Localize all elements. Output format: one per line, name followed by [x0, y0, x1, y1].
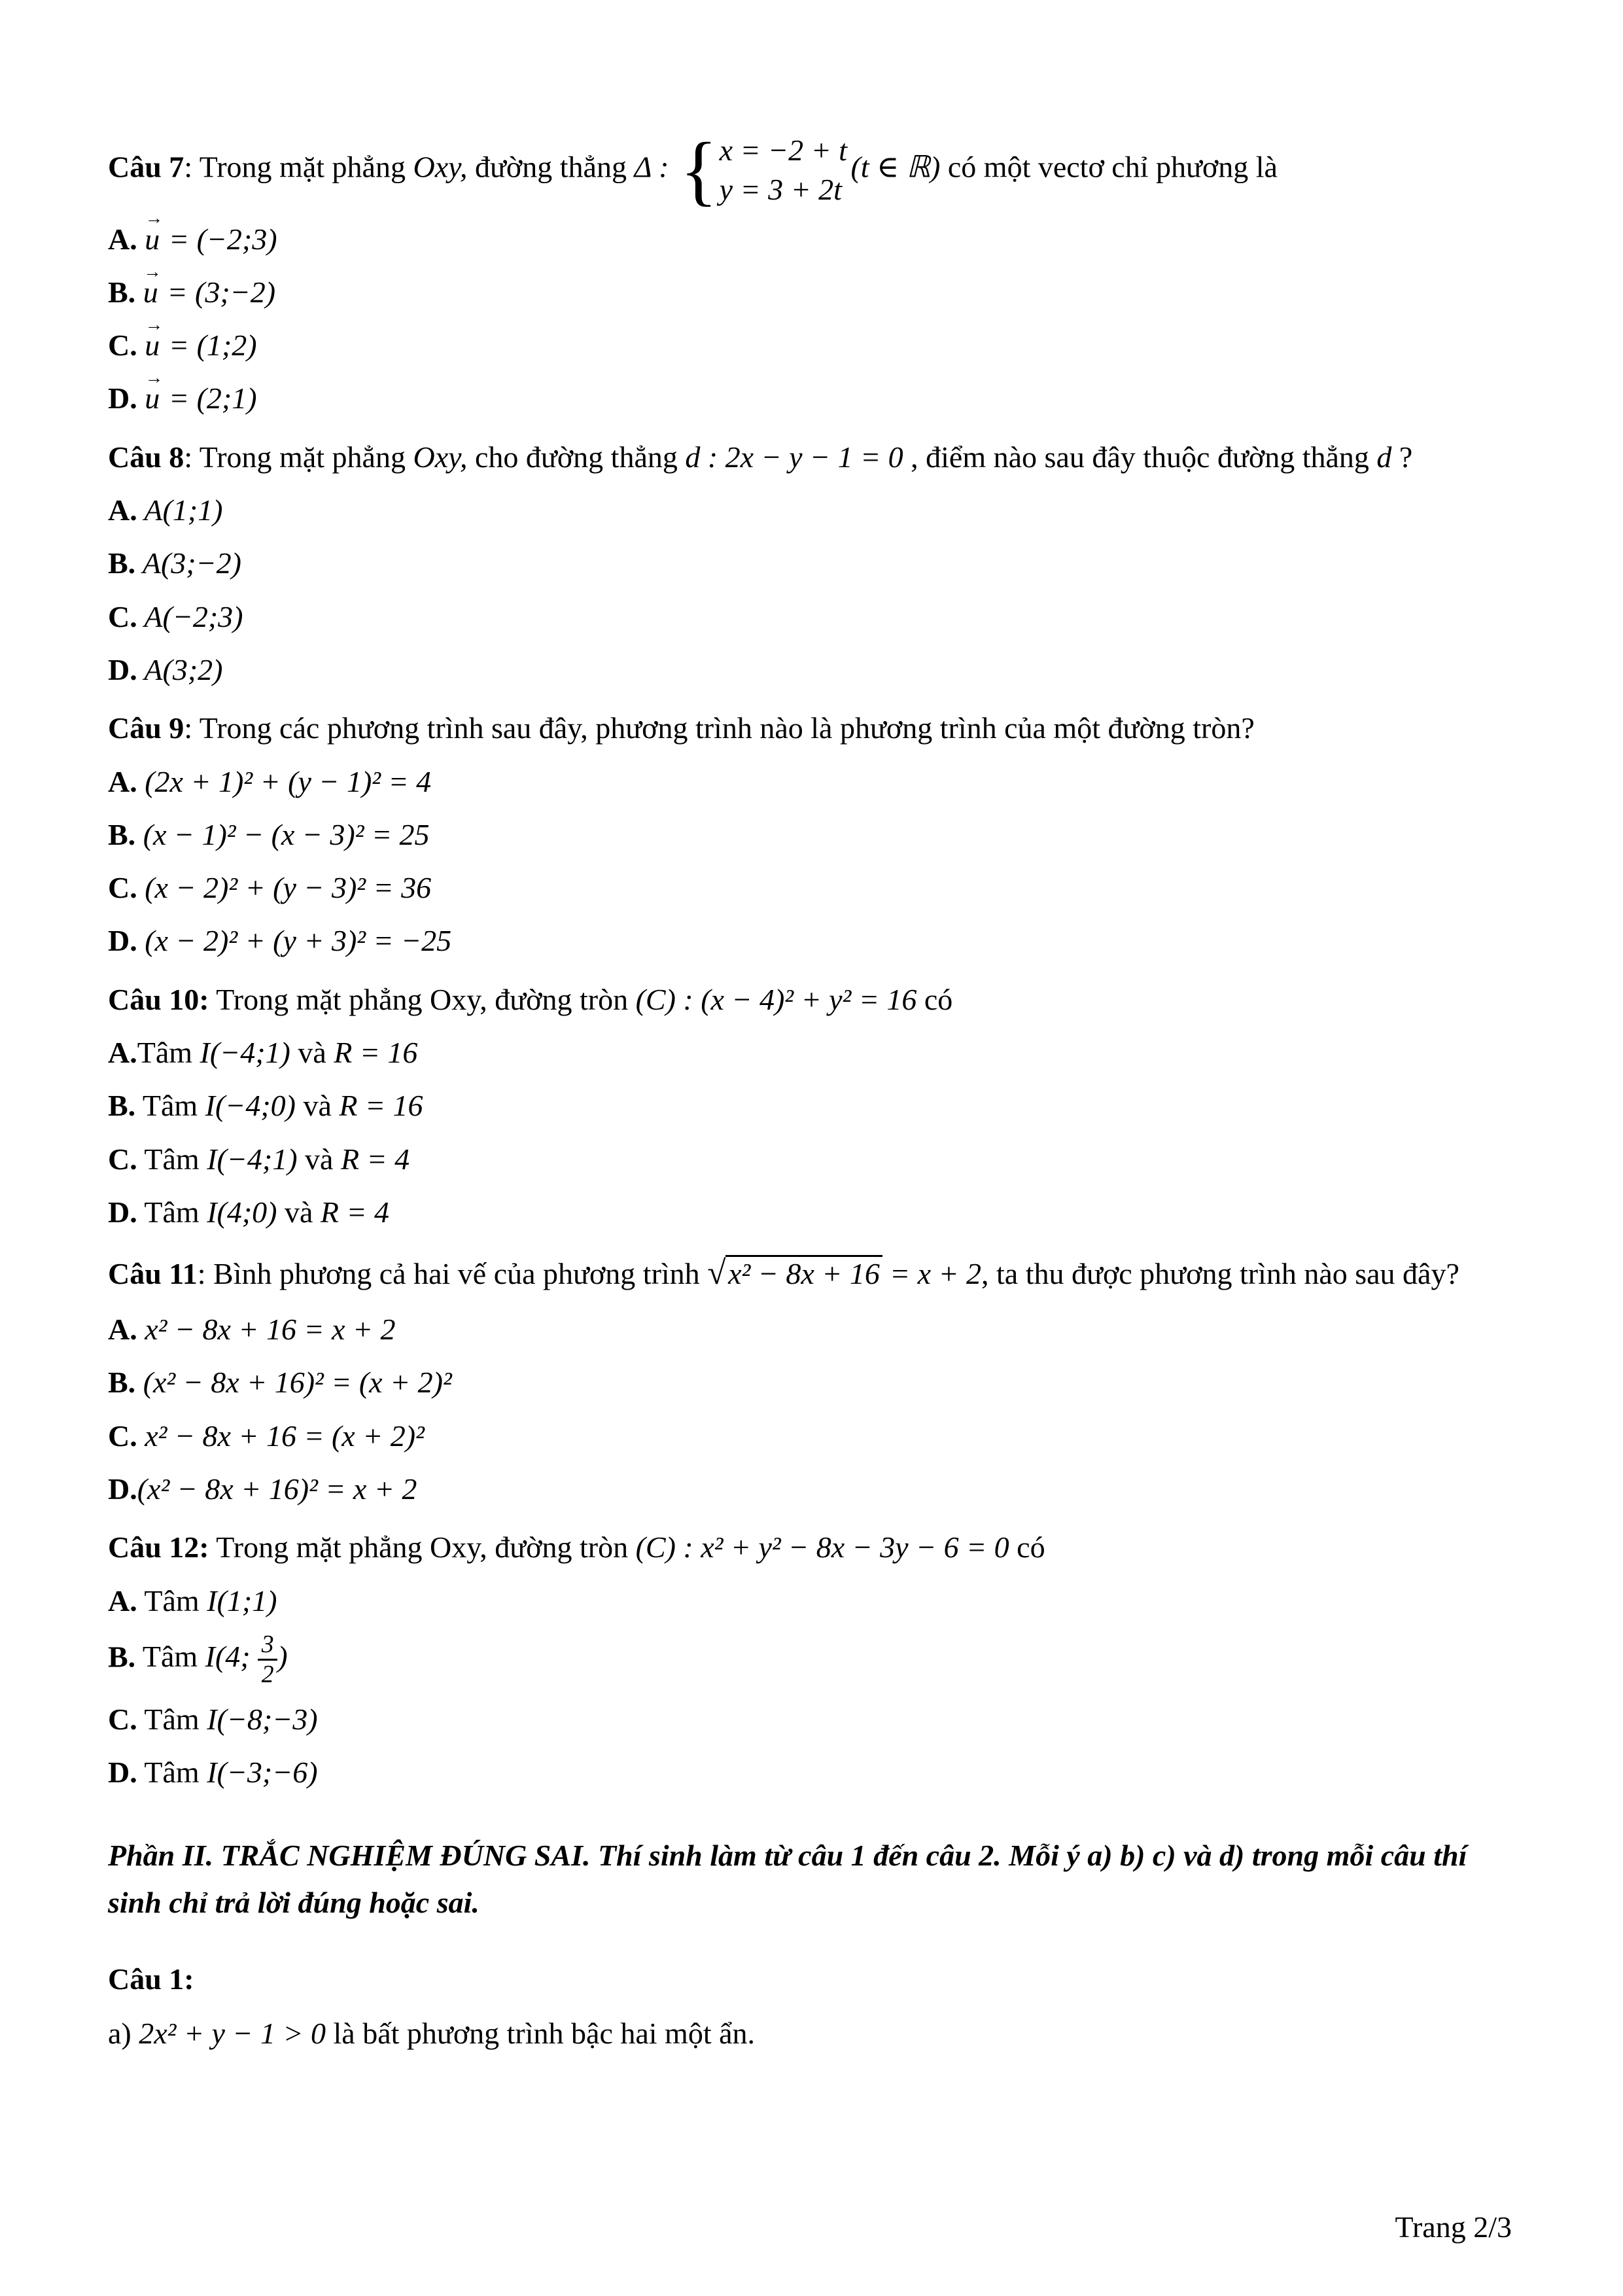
option-key: C.: [108, 1419, 137, 1453]
option-text: (x − 2)² + (y + 3)² = −25: [137, 924, 452, 958]
left-brace: {: [680, 126, 718, 213]
question-8: [108, 434, 1522, 693]
option-key: B.: [108, 1366, 136, 1400]
option-key: A.: [108, 764, 137, 798]
option-key: C.: [108, 1702, 137, 1736]
page-footer: [108, 2204, 1522, 2250]
option-text: Tâm I(−3;−6): [137, 1755, 318, 1789]
question-12-option-c: [108, 1696, 1522, 1742]
question-11-text: : Bình phương cả hai vế của phương trình √ x² − 8x + 16 = x + 2, ta thu được phương trình nào sau đây?: [198, 1257, 1459, 1290]
question-8-option-c: [108, 593, 1522, 640]
option-key: A.: [108, 493, 137, 527]
option-key: C.: [108, 599, 137, 633]
option-key: A.: [108, 1036, 137, 1070]
option-text: u → = (2;1): [137, 381, 257, 415]
option-text: Tâm I(−4;1) và R = 16: [137, 1036, 418, 1070]
question-12-label: Câu 12:: [108, 1530, 209, 1564]
question-8-option-d: [108, 646, 1522, 693]
option-text: u → = (1;2): [137, 328, 257, 362]
question-7-option-d: [108, 375, 1522, 421]
option-text: A(3;2): [137, 652, 223, 686]
question-12-option-b: [108, 1631, 1522, 1689]
page-number: Trang 2/3: [1395, 2210, 1512, 2244]
option-text: Tâm I(−8;−3): [137, 1702, 318, 1736]
question-11-label: Câu 11: [108, 1257, 198, 1291]
option-key: D.: [108, 1472, 137, 1506]
option-text: x² − 8x + 16 = x + 2: [137, 1313, 396, 1347]
question-9-text: : Trong các phương trình sau đây, phương trình nào là phương trình của một đường tròn?: [184, 711, 1255, 745]
system-line-2: y = 3 + 2t: [719, 172, 842, 206]
question-7-text: : Trong mặt phẳng Oxy, đường thẳng Δ :: [184, 150, 676, 184]
option-text: (x² − 8x + 16)² = (x + 2)²: [135, 1366, 452, 1400]
option-key: A.: [108, 1313, 137, 1347]
question-8-text: : Trong mặt phẳng Oxy, cho đường thẳng d : 2x − y − 1 = 0 , điểm nào sau đây thuộc đường thẳng d ?: [184, 440, 1413, 474]
exam-content: [108, 126, 1522, 2204]
option-key: D.: [108, 924, 137, 958]
option-key: B.: [108, 1089, 136, 1123]
question-9-option-d: [108, 917, 1522, 964]
question-10-option-d: [108, 1189, 1522, 1235]
option-text: Tâm I(−4;0) và R = 16: [135, 1089, 423, 1123]
question-7: [108, 126, 1522, 422]
option-text: Tâm I(−4;1) và R = 4: [137, 1142, 410, 1176]
question-7-text-after: (t ∈ ℝ) có một vectơ chỉ phương là: [850, 150, 1278, 184]
question-10-label: Câu 10:: [108, 982, 209, 1016]
part-2-question-1-item-a: a) 2x² + y − 1 > 0 là bất phương trình bậc hai một ẩn.: [108, 2017, 756, 2051]
option-text: (x² − 8x + 16)² = x + 2: [137, 1472, 417, 1506]
question-8-label: Câu 8: [108, 440, 184, 474]
option-text: A(−2;3): [137, 599, 243, 633]
question-10: [108, 976, 1522, 1235]
option-key: D.: [108, 1195, 137, 1229]
question-12-text: Trong mặt phẳng Oxy, đường tròn (C) : x² + y² − 8x − 3y − 6 = 0 có: [209, 1530, 1045, 1564]
question-11-option-d: [108, 1466, 1522, 1512]
question-9-option-a: [108, 758, 1522, 805]
option-key: D.: [108, 1755, 137, 1789]
question-8-option-b: [108, 540, 1522, 586]
question-8-option-a: [108, 487, 1522, 533]
question-11: [108, 1247, 1522, 1512]
option-text: A(3;−2): [135, 546, 241, 580]
option-text: Tâm I(4;0) và R = 4: [137, 1195, 390, 1229]
option-text: (x − 2)² + (y − 3)² = 36: [137, 871, 432, 905]
option-text: x² − 8x + 16 = (x + 2)²: [137, 1419, 425, 1453]
question-8-intro: [108, 434, 1522, 480]
question-9: [108, 705, 1522, 964]
option-key: B.: [108, 1640, 136, 1674]
question-10-intro: [108, 976, 1522, 1023]
question-9-option-c: [108, 864, 1522, 911]
option-key: B.: [108, 275, 136, 309]
option-key: C.: [108, 1142, 137, 1176]
question-12-option-a: [108, 1578, 1522, 1624]
question-10-text: Trong mặt phẳng Oxy, đường tròn (C) : (x − 4)² + y² = 16 có: [209, 982, 953, 1016]
equation-system: [680, 126, 847, 213]
part-2-question-1: [108, 1956, 1522, 2057]
question-7-intro: [108, 126, 1522, 213]
question-10-option-c: [108, 1136, 1522, 1182]
question-11-option-b: [108, 1359, 1522, 1405]
option-key: D.: [108, 652, 137, 686]
part-2-question-1-label: Câu 1:: [108, 1962, 194, 1996]
question-12-option-d: [108, 1749, 1522, 1795]
question-10-option-a: [108, 1029, 1522, 1076]
question-11-option-c: [108, 1413, 1522, 1459]
question-7-option-b: [108, 269, 1522, 315]
option-key: A.: [108, 1583, 137, 1617]
option-key: A.: [108, 222, 137, 256]
option-key: B.: [108, 817, 136, 851]
question-11-option-a: [108, 1306, 1522, 1352]
question-7-option-c: [108, 322, 1522, 368]
question-10-option-b: [108, 1082, 1522, 1129]
option-text: (2x + 1)² + (y − 1)² = 4: [137, 764, 432, 798]
question-12: [108, 1524, 1522, 1795]
section-2-heading: Phần II. TRẮC NGHIỆM ĐÚNG SAI. Thí sinh làm từ câu 1 đến câu 2. Mỗi ý a) b) c) và d) trong mỗi câu thí sinh chỉ trả lời đúng hoặc sai.: [108, 1839, 1467, 1919]
option-text: Tâm I(1;1): [137, 1583, 277, 1617]
question-9-intro: [108, 705, 1522, 751]
question-9-option-b: [108, 811, 1522, 858]
option-text: u → = (−2;3): [137, 222, 277, 256]
option-text: Tâm I(4; $\frac{3}{2}$ ): [135, 1630, 288, 1689]
question-7-option-a: [108, 216, 1522, 262]
option-text: u → = (3;−2): [135, 275, 275, 309]
option-key: B.: [108, 546, 136, 580]
system-lines: [720, 131, 847, 209]
option-key: C.: [108, 328, 137, 362]
option-key: D.: [108, 381, 137, 415]
option-key: C.: [108, 871, 137, 905]
option-text: A(1;1): [137, 493, 223, 527]
option-text: (x − 1)² − (x − 3)² = 25: [135, 817, 430, 851]
system-line-1: x = −2 + t: [719, 133, 847, 167]
question-12-intro: [108, 1524, 1522, 1570]
question-11-intro: [108, 1247, 1522, 1299]
question-7-label: Câu 7: [108, 150, 184, 184]
question-9-label: Câu 9: [108, 711, 184, 745]
